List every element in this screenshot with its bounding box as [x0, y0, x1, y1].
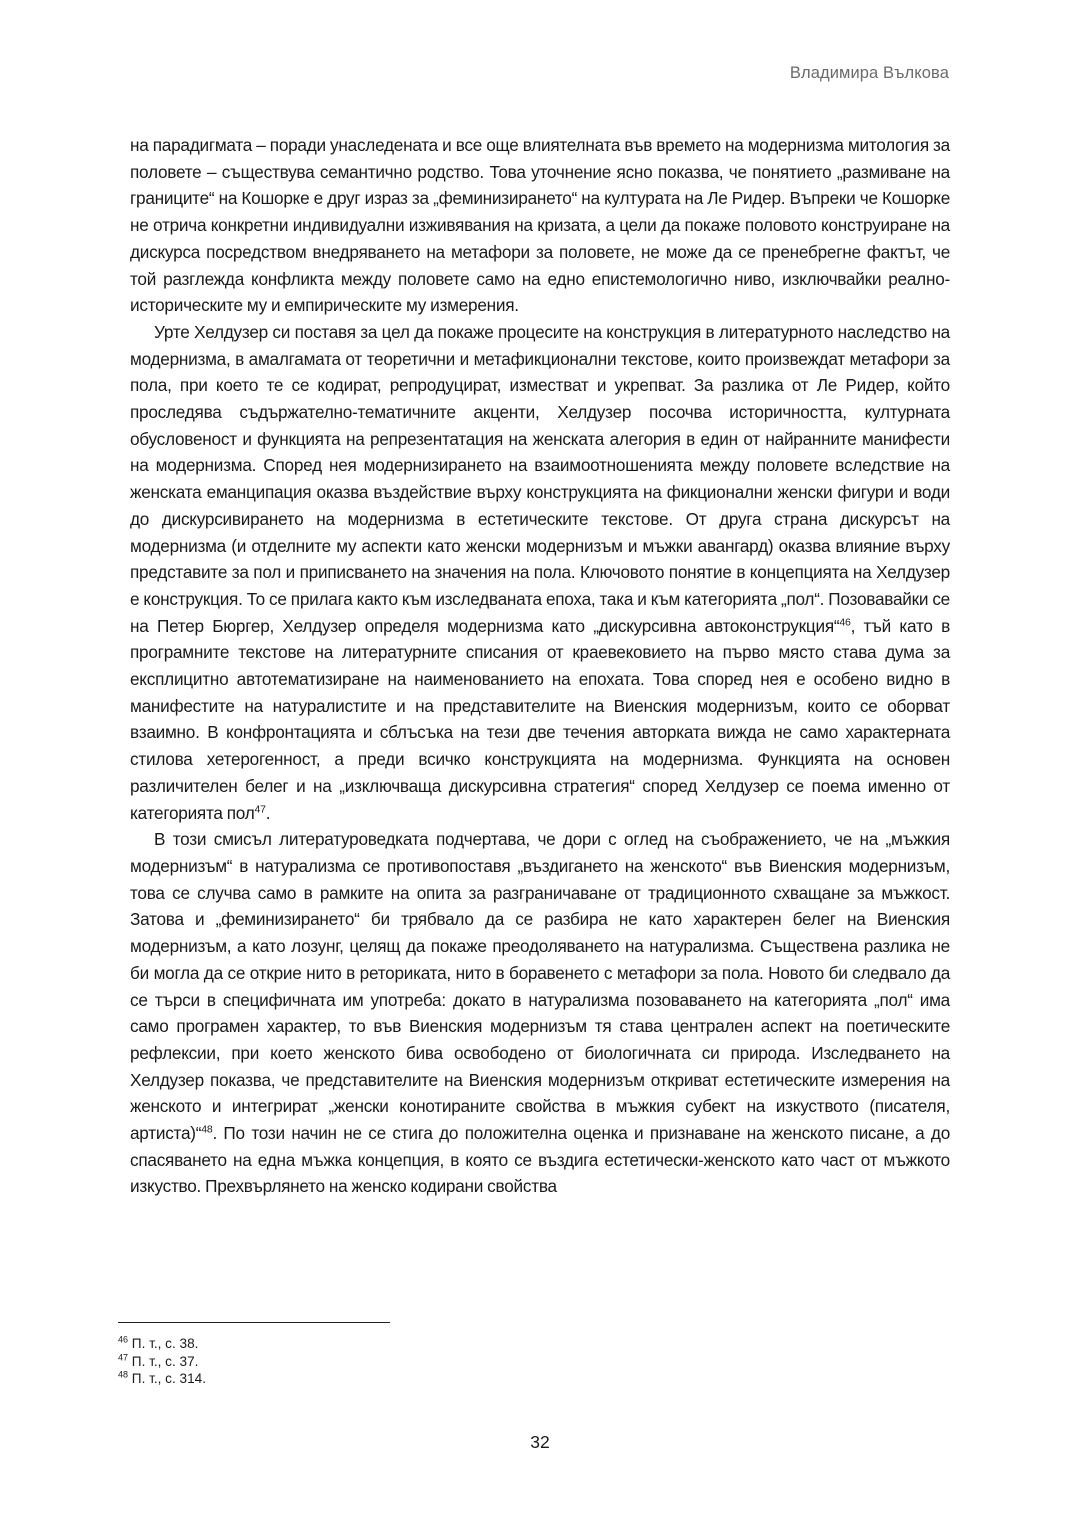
paragraph-2 [130, 319, 950, 826]
paragraph-2-text-b: , тъй като в програмните текстове на литературните списания от краевековието на първо място става дума за експлицитно автотематизиране на наименованието на епохата. Това според нея е особено видно в манифестите на натуралистите и на представителите на Виенския модернизъм, които се оборват взаимно. В конфронтацията и сблъсъка на тези две течения авторката вижда не само характерната стилова хетерогенност, а преди всичко конструкцията на модернизма. Функцията на основен различителен белег и на „изключваща дискурсивна стратегия“ според Хелдузер се поема именно от категорията пол [130, 615, 950, 823]
footnote-46 [118, 1335, 206, 1353]
footnote-ref-48[interactable]: 48 [201, 1123, 213, 1136]
footnote-ref-46[interactable]: 46 [839, 615, 851, 628]
footnote-text: П. т., с. 314. [131, 1371, 206, 1386]
footnote-number: 46 [118, 1334, 129, 1345]
footnotes [118, 1335, 206, 1388]
footnote-text: П. т., с. 38. [131, 1336, 199, 1351]
paragraph-2-text-a: Урте Хелдузер си поставя за цел да покаже процесите на конструкция в литературното наследство на модернизма, в амалгамата от теоретични и метафикционални текстове, които произвеждат метафори за пола, при което те се кодират, репродуцират, изместват и укрепват. За разлика от Ле Ридер, който проследява съдържателно-тематичните акценти, Хелдузер посочва историчността, културната обусловеност и функцията на репрезентатация на женската алегория в един от найранните манифести на модернизма. Според нея модернизирането на взаимоотношенията между половете вследствие на женската еманципация оказва въздействие върху конструкцията на фикционални женски фигури и води до дискурсивирането на модернизма в естетическите текстове. От друга страна дискурсът на модернизма (и отделните му аспекти като женски модернизъм и мъжки авангард) оказва влияние върху представите за пол и приписването на значения на пола. Ключовото понятие в концепцията на Хелдузер е конструкция. То се прилага както към изследваната епоха, така и към категорията „пол“. Позовавайки се на Петер Бюргер, Хелдузер определя модернизма като „дискурсивна автоконструкция“ [130, 321, 950, 636]
footnote-number: 48 [118, 1369, 129, 1380]
paragraph-3 [130, 826, 950, 1200]
footnote-48 [118, 1370, 206, 1388]
footnote-47 [118, 1353, 206, 1371]
paragraph-3-text-b: . По този начин не се стига до положителна оценка и признаване на женското писане, а до спасяването на една мъжка концепция, в която се въздига естетически-женското като част от мъжкото изкуство. Прехвърлянето на женско кодирани свойства [130, 1123, 950, 1197]
page-number: 32 [530, 1432, 550, 1452]
footnote-number: 47 [118, 1351, 129, 1362]
paragraph-2-text-c: . [265, 802, 271, 823]
footnote-text: П. т., с. 37. [131, 1353, 199, 1369]
paragraph-1 [130, 132, 950, 319]
running-header-author: Владимира Вълкова [789, 64, 949, 82]
paragraph-1-text: на парадигмата – поради унаследената и все още влиятелната във времето на модернизма митология за половете – съществува семантично родство. Това уточнение ясно показва, че понятието „размиване на границите“ на Кошорке е друг израз за „феминизирането“ на културата на Ле Ридер. Въпреки че Кошорке не отрича конкретни индивидуални изживявания на кризата, а цели да покаже половото конструиране на дискурса посредством внедряването на метафори за половете, не може да се пренебрегне фактът, че той разглежда конфликта между половете само на едно епистемологично ниво, изключвайки реално-историческите му и емпирическите му измерения. [130, 135, 950, 316]
footnote-ref-47[interactable]: 47 [254, 802, 266, 815]
body-text [130, 132, 950, 1200]
paragraph-3-text-a: В този смисъл литературоведката подчертава, че дори с оглед на съображението, че на „мъжкия модернизъм“ в натурализма се противопоставя „въздигането на женското“ във Виенския модернизъм, това се случва само в рамките на опита за разграничаване от традиционното схващане за мъжкост. Затова и „феминизирането“ би трябвало да се разбира не като характерен белег на Виенския модернизъм, а като лозунг, целящ да покаже преодоляването на натурализма. Съществена разлика не би могла да се открие нито в реториката, нито в боравенето с метафори за пола. Новото би следвало да се търси в специфичната им употреба: докато в натурализма позоваването на категорията „пол“ има само програмен характер, то във Виенския модернизъм тя става централен аспект на поетическите рефлексии, при което женското бива освободено от биологичната си природа. Изследването на Хелдузер показва, че представителите на Виенския модернизъм откриват естетическите измерения на женското и интегрират „женски конотираните свойства в мъжкия субект на изкуството (писателя, артиста)“ [130, 829, 950, 1144]
footnote-separator [118, 1322, 390, 1323]
